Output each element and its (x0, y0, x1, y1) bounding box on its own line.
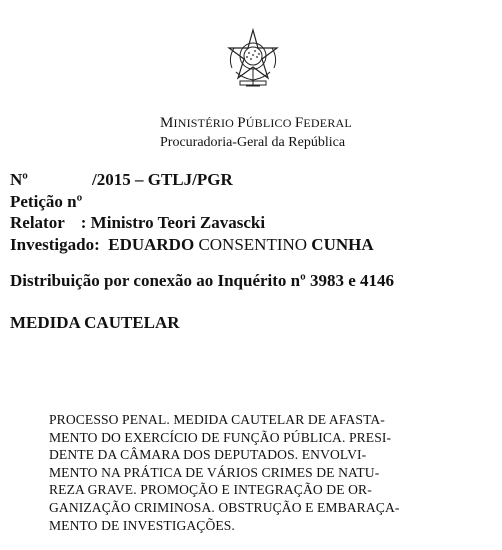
ementa-block (49, 411, 491, 534)
numero-value: /2015 – GTLJ/PGR (92, 170, 233, 189)
distribuicao-line: Distribuição por conexão ao Inquérito nº 3983 e 4146 (10, 271, 395, 290)
ementa-line: MENTO NA PRÁTICA DE VÁRIOS CRIMES DE NATU- (49, 464, 380, 480)
org-name-m-rest: INISTÉRIO (173, 116, 238, 130)
ementa-line: REZA GRAVE. PROMOÇÃO E INTEGRAÇÃO DE OR- (49, 482, 372, 498)
brasao-republica-icon (222, 28, 284, 90)
relator-value: : Ministro Teori Zavascki (80, 213, 266, 232)
medida-cautelar-heading: MEDIDA CAUTELAR (10, 313, 180, 332)
relator-label: Relator (10, 213, 65, 232)
field-relator (10, 212, 374, 234)
org-name-p-rest: ÚBLICO (245, 116, 295, 130)
ementa-line: DENTE DA CÂMARA DOS DEPUTADOS. ENVOLVI- (49, 447, 367, 463)
org-block (160, 113, 352, 153)
ementa-line: MENTO DE INVESTIGAÇÕES. (49, 517, 235, 533)
investigado-middle-name: CONSENTINO (198, 234, 308, 254)
peticao-label: Petição nº (10, 191, 83, 211)
field-numero (10, 169, 374, 191)
org-name-f: F (294, 115, 304, 131)
numero-label: Nº (10, 170, 28, 189)
org-name-p: P (237, 115, 246, 131)
org-name-m: M (160, 115, 174, 131)
org-name (160, 113, 352, 133)
investigado-last-name: CUNHA (311, 234, 374, 254)
field-investigado (10, 234, 374, 256)
case-fields (10, 169, 374, 255)
ementa-line: PROCESSO PENAL. MEDIDA CAUTELAR DE AFASTA- (49, 412, 385, 427)
investigado-label: Investigado: (10, 234, 100, 254)
investigado-first-name: EDUARDO (108, 234, 195, 254)
ementa-line: MENTO DO EXERCÍCIO DE FUNÇÃO PÚBLICA. PRESI- (49, 429, 392, 445)
field-peticao (10, 191, 374, 213)
ementa-line: GANIZAÇÃO CRIMINOSA. OBSTRUÇÃO E EMBARAÇA- (49, 499, 400, 515)
org-name-f-rest: EDERAL (303, 116, 352, 130)
org-subtitle: Procuradoria-Geral da República (160, 135, 346, 150)
